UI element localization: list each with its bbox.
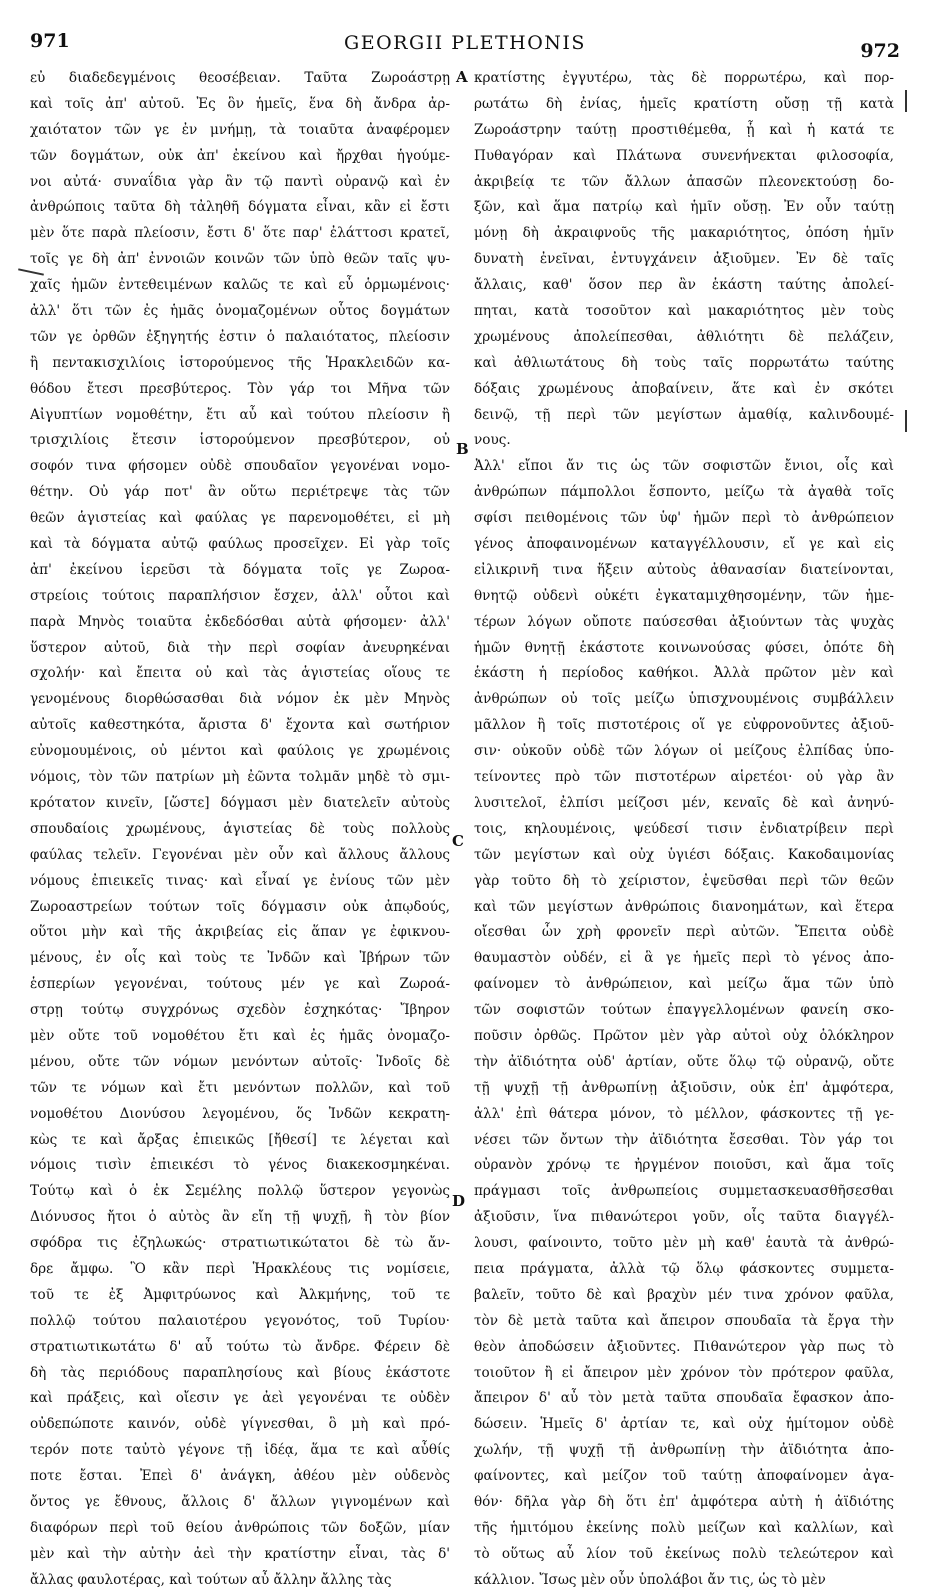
text-line: γένος ἀποφαινομένων καταγγέλλουσιν, εἴ γε καὶ εἰς	[474, 536, 894, 553]
text-line: τῇ ψυχῇ τῇ ἀνθρωπίνῃ ἀξιοῦσιν, οὐκ ἐπ' ἀμφότερα,	[474, 1079, 894, 1096]
text-line: σιν· οὐκοῦν οὐδὲ τῶν λόγων οἱ μείζους ἐλπίδας ὑπο-	[474, 743, 894, 760]
text-line: τῶν δογμάτων, οὐκ ἀπ' ἐκείνου καὶ ἤρχθαι ἡγούμε-	[30, 147, 450, 164]
text-line: θόδου ἔτεσι πρεσβύτερος. Τὸν γάρ τοι Μῆνα τῶν	[30, 380, 450, 397]
text-line: ἀνθρώπων οὐ τοῖς μείζω ὑπισχνουμένοις συμβάλλειν	[474, 691, 894, 708]
text-line: φαίνοντες, καὶ μείζον τοῦ ταύτῃ ἀποφαίνομεν ἀγα-	[474, 1468, 894, 1485]
text-line: χρωμένους ἀπολείπεσθαι, ἀθλιότητι δὲ πελάζειν,	[474, 328, 894, 345]
text-line: κρατίστης ἐγγυτέρω, τὰς δὲ πορρωτέρω, καὶ πορ-	[474, 70, 894, 86]
text-line: Διόνυσος ἤτοι ὁ αὐτὸς ἂν εἴη τῇ ψυχῇ, ἢ τὸν βίον	[30, 1209, 450, 1226]
text-line: οὐδεπώποτε καινόν, οὐδὲ γίγνεσθαι, ὃ μὴ καὶ πρό-	[30, 1416, 450, 1433]
text-line: κρότατον κινεῖν, [ὥστε] δόγμασι μὲν διατελεῖν αὐτοὺς	[30, 794, 450, 811]
text-line: βαλεῖν, τοῦτο δὲ καὶ βραχὺν μέν τινα χρόνον φαῦλα,	[474, 1286, 894, 1303]
text-line: γενομένους διορθώσασθαι διὰ νόμον ἐκ μὲν Μηνὸς	[30, 691, 450, 708]
text-line: καὶ πράξεις, καὶ οἴεσιν γε ἀεὶ γεγονέναι τε οὐδὲν	[30, 1390, 450, 1407]
text-line: Ζωροαστρείων τούτων τοῖς δόγμασιν οὐκ ἀπῳδούς,	[30, 898, 450, 915]
text-line: λυσιτελοῖ, ἐλπίσι μείζοσι μέν, κεναῖς δὲ καὶ ἀνηνύ-	[474, 794, 894, 811]
text-line: πεια πράγματα, ἀλλὰ τῷ ὅλῳ φάσκοντες συμμετα-	[474, 1260, 894, 1277]
text-line: ἄπειρον δ' αὖ τὸν μετὰ ταῦτα σπουδαῖα ἔφασκον ἀπο-	[474, 1390, 894, 1407]
text-line: οἴεσθαι ὧν χρὴ φρονεῖν περὶ αὐτῶν. Ἔπειτα οὐδὲ	[474, 924, 894, 941]
text-line: ποῦσιν ὀρθῶς. Πρῶτον μὲν γὰρ αὐτοὶ οὐχ ὁλόκληρον	[474, 1027, 894, 1044]
page-header	[30, 30, 900, 60]
text-line: φαίνομεν τὸ ἀνθρώπειον, καὶ μείζω ἅμα τῶν ὑπὸ	[474, 976, 894, 993]
text-line: πολλῷ τούτου παλαιοτέρου γεγονότος, τοῦ Τυρίου·	[30, 1312, 450, 1329]
text-line: Ζωροάστρην ταύτῃ προστιθέμεθα, ᾗ καὶ ἡ κατά τε	[474, 121, 894, 138]
text-line: μὲν οὔτε τοῦ νομοθέτου ἔτι καὶ ἐς ἡμᾶς ὀνομαζο-	[30, 1027, 450, 1044]
text-line: χαῖς ἡμῶν ἐντεθειμένων καλῶς τε καὶ εὖ ὁρμωμένοις·	[30, 277, 450, 294]
text-line: Αἰγυπτίων νομοθέτην, ἔτι αὖ καὶ τούτου πλείοσιν ἢ	[30, 406, 450, 423]
text-line: μᾶλλον ἢ τοῖς πιστοτέροις οἵ γε εὐφρονοῦντες ἀξιοῦ-	[474, 717, 894, 734]
text-line: μένους, ἐν οἷς καὶ τοὺς τε Ἰνδῶν καὶ Ἰβήρων τῶν	[30, 950, 450, 967]
text-line: σπουδαίοις χρωμένους, ἁγιστείας δὲ τοὺς πολλοὺς	[30, 820, 450, 837]
text-line: ἀνθρώπων πάμπολλοι ἕσποντο, μείζω τὰ ἀγαθὰ τοῖς	[474, 484, 894, 501]
text-line: στρατιωτικωτάτω δ' αὖ τούτω τὼ ἄνδρε. Φέρειν δὲ	[30, 1338, 450, 1355]
text-line: διαφόρων περὶ τοῦ θείου ἀνθρώποις τῶν δοξῶν, μίαν	[30, 1519, 450, 1536]
text-line: τρισχιλίοις ἔτεσιν ἱστορούμενον πρεσβύτερον, οὐ	[30, 432, 450, 449]
text-line: στρείοις τούτοις παραπλήσιον ἔσχεν, ἀλλ' οὗτοι καὶ	[30, 587, 450, 604]
text-line: νόμοις τισὶν ἐπιεικέσι τὸ γένος διακεκοσμηκέναι.	[30, 1157, 450, 1174]
text-line: πηται, κατὰ τοσοῦτον καὶ μακαριότητος μὲν τοὺς	[474, 303, 894, 320]
margin-marker-b: B	[456, 440, 469, 458]
text-line: δὴ τὰς περιόδους παραπλησίους καὶ βίους ἑκάστοτε	[30, 1364, 450, 1381]
text-line: νόμοις, τὸν τῶν πατρίων μὴ ἐῶντα τολμᾶν μηδὲ τὸ σμι-	[30, 769, 450, 786]
text-line: ἀνθρώποις ταῦτα δὴ τἀληθῆ δόγματα εἶναι, κἂν εἰ ἔστι	[30, 199, 450, 216]
text-line: μένου, οὔτε τῶν νόμων μενόντων αὐτοῖς· Ἰνδοῖς δὲ	[30, 1053, 450, 1070]
text-line: θόν· δῆλα γὰρ δὴ ὅτι ἐπ' ἀμφότερα αὐτὴ ἡ ἀϊδιότης	[474, 1493, 894, 1510]
margin-marker-d: D	[452, 1192, 466, 1210]
text-line: τῆς ἡμιτόμου ἐκείνης πολὺ μείζων καὶ καλλίων, καὶ	[474, 1519, 894, 1536]
text-line: Ἀλλ' εἴποι ἄν τις ὡς τῶν σοφιστῶν ἔνιοι, οἷς καὶ	[474, 458, 894, 475]
text-line: δόξαις χρωμένους ἀποβαίνειν, ἅτε καὶ ἐν σκότει	[474, 380, 894, 397]
text-line: στρῃ τούτῳ συγχρόνως σχεδὸν ἐσχηκότας· Ἴβηρον	[30, 1002, 450, 1019]
text-line: δώσειν. Ἡμεῖς δ' ἀρτίαν τε, καὶ οὐχ ἡμίτομον οὐδὲ	[474, 1416, 894, 1433]
text-line: ἄλλας φαυλοτέρας, καὶ τούτων αὖ ἄλλην ἄλλης τὰς	[30, 1571, 392, 1588]
page-number-left: 971	[30, 30, 70, 52]
text-line: τὸν δὲ μετὰ ταῦτα καὶ ἄπειρον σπουδαῖα τὰ ἔργα τὴν	[474, 1312, 894, 1329]
text-line: εὐ διαδεδεγμένοις θεοσέβειαν. Ταῦτα Ζωροάστρῃ	[30, 70, 450, 86]
text-line: δρε ἄμφω. Ὃ κἂν περὶ Ἡρακλέους τις νομίσειε,	[30, 1260, 450, 1277]
text-line: νοι αὐτά· συναΐδια γὰρ ἂν τῷ παντὶ οὐρανῷ καὶ ἐν	[30, 173, 450, 190]
text-line: σφόδρα τις ἐζηλωκώς· στρατιωτικώτατοι δὲ τὼ ἄν-	[30, 1235, 450, 1252]
text-line: δεινῷ, τῇ περὶ τῶν μεγίστων ἀμαθίᾳ, καλινδουμέ-	[474, 406, 894, 423]
text-line: ἢ πεντακισχιλίοις ἱστορούμενος τῆς Ἡρακλειδῶν κα-	[30, 354, 450, 371]
text-line: θαυμαστὸν οὐδέν, εἰ ἃ γε ἡμεῖς περὶ τὸ γένος ἀπο-	[474, 950, 894, 967]
text-line: σοφόν τινα φήσομεν οὐδὲ σπουδαῖον γεγονέναι νομο-	[30, 458, 450, 475]
text-line: τῶν σοφιστῶν τούτων ἐπαγγελλομένων φανείη σκο-	[474, 1002, 894, 1019]
text-line: τὸ οὕτως αὖ λίον τοῦ ἐκείνως πολὺ τελεώτερον καὶ	[474, 1545, 894, 1562]
text-line: μὲν καὶ τὴν αὐτὴν ἀεὶ τὴν κρατίστην εἶναι, τὰς δ'	[30, 1545, 450, 1562]
text-line: θνητῷ οὐδενὶ οὐκέτι ἐγκαταμιχθησομένην, τῶν ἡμε-	[474, 587, 894, 604]
text-line: ξῶν, καὶ ἅμα πατρίῳ καὶ ἡμῖν οὔσῃ. Ἐν οὖν ταύτῃ	[474, 199, 894, 216]
left-column	[30, 66, 450, 1594]
text-line: ἑκάστη ἡ περίοδος καθήκοι. Ἀλλὰ πρῶτον μὲν καὶ	[474, 665, 894, 682]
text-line: οὕτοι μὴν καὶ τῆς ἀκριβείας εἰς ἅπαν γε ἐφικνου-	[30, 924, 450, 941]
right-column	[474, 66, 894, 1594]
text-line: ὄντος γε ἔθνους, ἄλλοις δ' ἄλλων γιγνομένων καὶ	[30, 1493, 450, 1510]
text-line: ἀλλ' ἐπὶ θάτερα μόνον, τὸ μέλλον, φάσκοντες τῇ γε-	[474, 1105, 894, 1122]
text-line: μόνῃ δὴ ἀκραιφνοῦς τῆς μακαριότητος, ὁπόση ἡμῖν	[474, 225, 894, 242]
text-line: ποτε ἔσται. Ἐπεὶ δ' ἀνάγκη, ἀθέου μὲν οὐδενὸς	[30, 1468, 450, 1485]
text-line: ὕστερον αὐτοῦ, διὰ τὴν περὶ σοφίαν ἀνευρηκέναι	[30, 639, 450, 656]
text-line: τῶν τε νόμων καὶ ἔτι μενόντων πολλῶν, καὶ τοῦ	[30, 1079, 450, 1096]
margin-tick	[905, 410, 907, 432]
text-line: τῶν μεγίστων καὶ οὐχ ὑγιέσι δόξαις. Κακοδαιμονίας	[474, 846, 894, 863]
text-line: πράγμασι τοῖς ἀνθρωπείοις συμμετασκευασθῆσεσθαι	[474, 1183, 894, 1200]
text-line: τοιοῦτον ἢ εἰ ἄπειρον μὲν χρόνον τὸν πρότερον φαῦλα,	[474, 1364, 894, 1381]
text-line: νέσει τῶν ὄντων τὴν ἀϊδιότητα ἔσεσθαι. Τὸν γάρ τοι	[474, 1131, 894, 1148]
text-line: αὐτοῖς καθεστηκότα, ἄριστα δ' ἔχοντα καὶ σωτήριον	[30, 717, 450, 734]
text-line: καὶ ἀθλιωτάτους δὴ τοὺς ταῖς πορρωτάτω ταύτης	[474, 354, 894, 371]
text-line: ἡμῶν θνητῇ ἑκάστοτε κοινωνούσας φύσει, ὁπότε δὴ	[474, 639, 894, 656]
text-line: ἑσπερίων γεγονέναι, τούτους μέν γε καὶ Ζωροά-	[30, 976, 450, 993]
text-line: τοις, κηλουμένοις, ψεύδεσί τισιν ἐνδιατρίβειν περὶ	[474, 820, 894, 837]
margin-marker-c: C	[452, 832, 464, 850]
text-line: Τούτῳ καὶ ὁ ἐκ Σεμέλης πολλῷ ὕστερον γεγονὼς	[30, 1183, 450, 1200]
text-line: τοῦ τε ἐξ Ἀμφιτρύωνος καὶ Ἀλκμήνης, τοῦ τε	[30, 1286, 450, 1303]
text-line: εὐνομουμένοις, οὐ μέντοι καὶ φαύλοις γε χρωμένοις	[30, 743, 450, 760]
text-line: δυνατὴ ἐνεῖναι, ἐντυγχάνειν ἀξιοῦμεν. Ἐν δὲ ταῖς	[474, 251, 894, 268]
text-line: οὐρανὸν χρόνῳ τε ἠργμένον ποιοῦσι, καὶ ἅμα τοῖς	[474, 1157, 894, 1174]
text-line: κὼς τε καὶ ἄρξας ἐπιεικῶς [ἤθεσί] τε λέγεται καὶ	[30, 1131, 450, 1148]
text-line: θεὸν ἀποδώσειν ἀξιοῦντες. Πιθανώτερον γὰρ πως τὸ	[474, 1338, 894, 1355]
text-line: νους.	[474, 432, 511, 449]
text-line: νομοθέτου Διονύσου λεγομένου, ὅς Ἰνδῶν κεκρατη-	[30, 1105, 450, 1122]
text-line: ἀπ' ἐκείνου ἱερεῦσι τὰ δόγματα τοῖς γε Ζωροα-	[30, 561, 450, 578]
text-line: τῶν γε ὀρθῶν ἐξηγητής ἐστιν ὁ παλαιότατος, πλείοσιν	[30, 328, 450, 345]
text-line: λουσι, φαίνοιντο, τοῦτο μὲν μὴ καθ' ἑαυτὰ τὰ ἀνθρώ-	[474, 1235, 894, 1252]
text-line: ἀξιοῦσιν, ἵνα πιθανώτεροι γοῦν, οἷς ταῦτα διαγγέλ-	[474, 1209, 894, 1226]
margin-tick	[905, 90, 907, 112]
text-line: θέτην. Οὐ γάρ ποτ' ἂν οὕτω περιέτρεψε τὰς τῶν	[30, 484, 450, 501]
text-line: τερόν ποτε ταὐτὸ γέγονε τῇ ἰδέᾳ, ἅμα τε καὶ αὖθίς	[30, 1442, 450, 1459]
text-line: τέρων λόγων οὔποτε παύσεσθαι ἀξιούντων τὰς ψυχὰς	[474, 613, 894, 630]
text-line: σφίσι πειθομένοις τῶν ὑφ' ἡμῶν περὶ τὸ ἀνθρώπειον	[474, 510, 894, 527]
text-line: ἀλλ' ὅτι τῶν ἐς ἡμᾶς ὀνομαζομένων οὗτος δογμάτων	[30, 303, 450, 320]
text-line: εἰλικρινῆ τινα ἥξειν αὐτοὺς ἀθανασίαν διατείνονται,	[474, 561, 894, 578]
text-line: τείνοντες πρὸ τῶν πιστοτέρων αἱρετέοι· οὐ γὰρ ἂν	[474, 769, 894, 786]
text-line: νόμους ἐπιεικεῖς τινας· καὶ εἶναί γε ἐνίους τῶν μὲν	[30, 872, 450, 889]
page-number-right: 972	[860, 40, 900, 62]
text-line: τοῖς γε δὴ ἀπ' ἐννοιῶν κοινῶν τῶν ὑπὸ θεῶν ταῖς ψυ-	[30, 251, 450, 268]
text-line: ἀκριβείᾳ τε τῶν ἄλλων ἁπασῶν πλεονεκτούσῃ δο-	[474, 173, 894, 190]
text-line: καὶ τοῖς ἀπ' αὐτοῦ. Ἐς ὃν ἡμεῖς, ἕνα δὴ ἄνδρα ἀρ-	[30, 95, 450, 112]
text-line: ρωτάτω δὴ ἐνίας, ἡμεῖς κρατίστη οὔσῃ τῇ κατὰ	[474, 95, 894, 112]
text-line: φαύλας τελεῖν. Γεγονέναι μὲν οὖν καὶ ἄλλους ἄλλους	[30, 846, 450, 863]
text-line: καὶ τῶν μεγίστων ἀνθρώποις διανοημάτων, καὶ ἕτερα	[474, 898, 894, 915]
text-line: τὴν ἀϊδιότητα οὐδ' ἀρτίαν, οὔτε ὅλῳ τῷ οὐρανῷ, οὔτε	[474, 1053, 894, 1070]
text-line: κάλλιον. Ἴσως μὲν οὖν ὑπολάβοι ἄν τις, ὡς τὸ μὲν	[474, 1571, 826, 1588]
text-line: θεῶν ἁγιστείας καὶ φαύλας γε παρενομοθέτει, εἰ μὴ	[30, 510, 450, 527]
margin-marker-a: A	[456, 68, 468, 86]
running-title: GEORGII PLETHONIS	[344, 32, 586, 54]
text-line: σχολήν· καὶ ἔπειτα οὐ καὶ τὰς ἁγιστείας οἵους τε	[30, 665, 450, 682]
text-line: ἄλλαις, καθ' ὅσον περ ἂν ἑκάστη ταύτης ἀπολεί-	[474, 277, 894, 294]
text-line: παρὰ Μηνὸς τοιαῦτα ἐκδεδόσθαι αὐτὰ φήσομεν· ἀλλ'	[30, 613, 450, 630]
text-line: χωλήν, τῇ ψυχῇ τῇ ἀνθρωπίνῃ τὴν ἀϊδιότητα ἀπο-	[474, 1442, 894, 1459]
text-line: χαιότατον τῶν γε ἐν μνήμῃ, τὰ τοιαῦτα ἀναφέρομεν	[30, 121, 450, 138]
text-line: γὰρ τοῦτο δὴ τὸ χείριστον, ἐψεῦσθαι περὶ τῶν θεῶν	[474, 872, 894, 889]
text-line: μὲν ὅτε παρὰ πλείοσιν, ἔστι δ' ὅτε παρ' ἐλάττοσι κρατεῖ,	[30, 225, 450, 242]
text-line: Πυθαγόραν καὶ Πλάτωνα συνενήνεκται φιλοσοφία,	[474, 147, 894, 164]
text-line: καὶ τὰ δόγματα αὐτῷ φαύλως προσεῖχεν. Εἰ γὰρ τοῖς	[30, 536, 450, 553]
